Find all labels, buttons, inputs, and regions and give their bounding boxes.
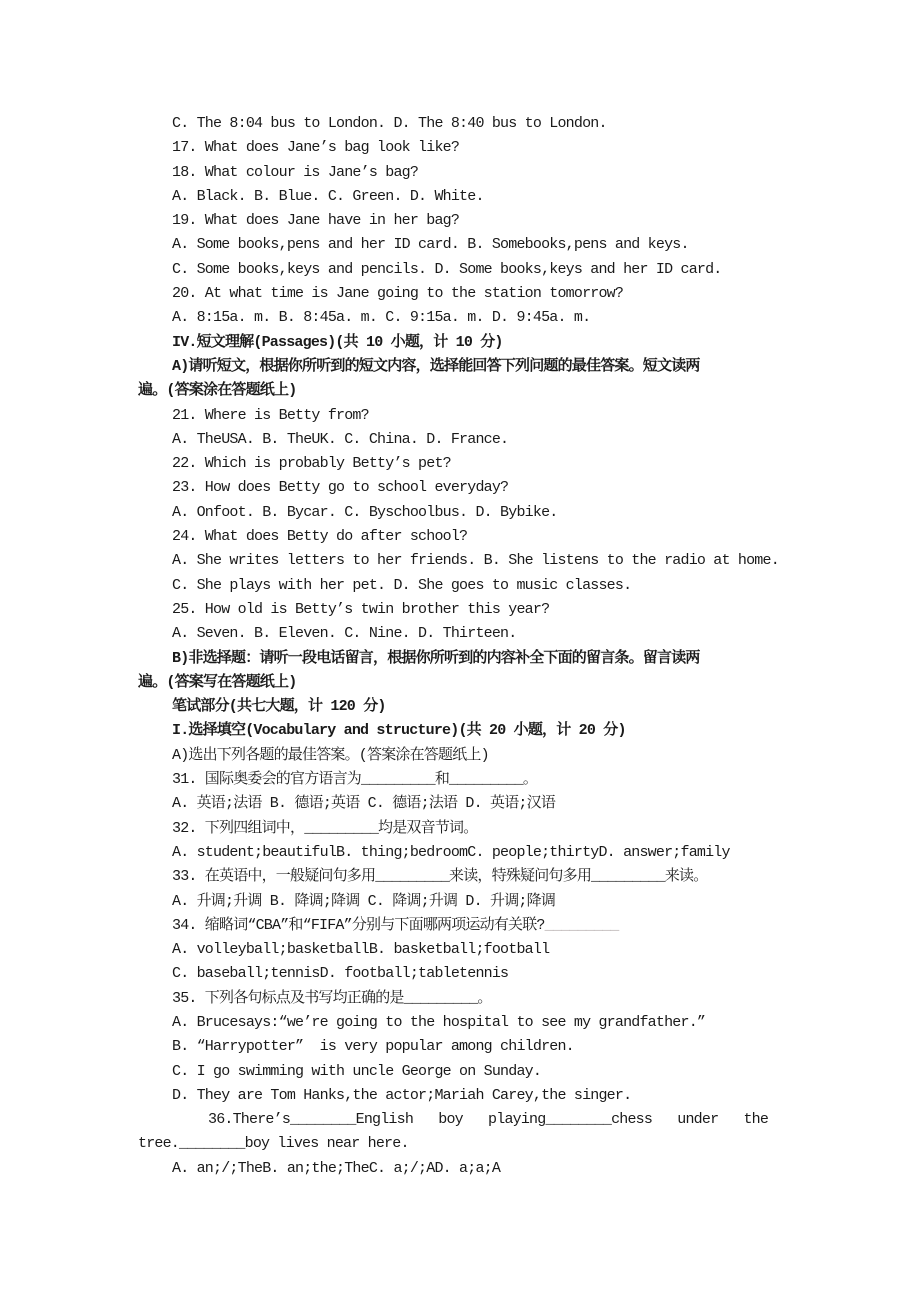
text-line (172, 452, 798, 476)
text-line-content: C. Some books,keys and pencils. D. Some books,keys and her ID card. (172, 260, 722, 278)
text-line (172, 112, 798, 136)
text-line-content: A)请听短文，根据你所听到的短文内容，选择能回答下列问题的最佳答案。短文读两 (172, 357, 700, 375)
text-line-content: A. Seven. B. Eleven. C. Nine. D. Thirteen. (172, 625, 517, 643)
text-line (172, 1011, 798, 1035)
text-line-content: A. Brucesays:“we’re going to the hospital to see my grandfather.” (172, 1013, 706, 1031)
text-line (172, 209, 798, 233)
text-line-content: D. They are Tom Hanks,the actor;Mariah Carey,the singer. (172, 1086, 632, 1104)
text-line-content: 23. How does Betty go to school everyday? (172, 479, 509, 497)
text-line (172, 136, 798, 160)
text-line (172, 768, 798, 792)
text-line (172, 914, 798, 938)
text-line-content: IV.短文理解(Passages)(共 10 小题，计 10 分) (172, 333, 503, 351)
text-line-content: C. baseball;tennisD. football;tabletennis (172, 965, 509, 983)
text-line (172, 525, 798, 549)
text-line (172, 865, 798, 889)
text-line-content: C. She plays with her pet. D. She goes to music classes. (172, 576, 632, 594)
text-line-content: A. volleyball;basketballB. basketball;football (172, 941, 550, 959)
text-line (172, 622, 798, 646)
text-line (172, 258, 798, 282)
text-line-content: 20. At what time is Jane going to the station tomorrow? (172, 285, 624, 303)
document-lines (138, 112, 798, 1181)
text-line-content: 笔试部分(共七大题，计 120 分) (172, 698, 386, 716)
text-line (172, 938, 798, 962)
text-line-content: 36.There’s________English boy playing________chess under the (208, 1111, 769, 1129)
text-line-content: A. Black. B. Blue. C. Green. D. White. (172, 187, 484, 205)
text-line (172, 185, 798, 209)
text-line-content: A. 升调;升调 B. 降调;降调 C. 降调;升调 D. 升调;降调 (172, 892, 556, 910)
text-line-content: 18. What colour is Jane’s bag? (172, 163, 419, 181)
text-line (172, 306, 798, 330)
text-line (172, 233, 798, 257)
text-line (172, 549, 798, 573)
text-line-content: 25. How old is Betty’s twin brother this year? (172, 600, 550, 618)
text-line (172, 695, 798, 719)
text-line-content: A. an;/;TheB. an;the;TheC. a;/;AD. a;a;A (172, 1159, 501, 1177)
text-line-content: B. “Harrypotter” is very popular among children. (172, 1038, 574, 1056)
text-line-content: 遍。(答案涂在答题纸上) (138, 382, 297, 400)
text-line (172, 792, 798, 816)
text-line (172, 574, 798, 598)
text-line-content: I.选择填空(Vocabulary and structure)(共 20 小题，计 20 分) (172, 722, 626, 740)
text-line (208, 1108, 798, 1132)
text-line (172, 744, 798, 768)
text-line (172, 331, 798, 355)
text-line-content: 34. 缩略词“CBA”和“FIFA”分别与下面哪两项运动有关联? (172, 916, 545, 934)
text-line (172, 161, 798, 185)
text-line-content: A. She writes letters to her friends. B. She listens to the radio at home. (172, 552, 779, 570)
text-line-content: 17. What does Jane’s bag look like? (172, 139, 460, 157)
text-line (172, 962, 798, 986)
text-line (172, 282, 798, 306)
gray-blank-underline: _________ (544, 916, 619, 934)
text-line-content: 35. 下列各句标点及书写均正确的是_________。 (172, 989, 492, 1007)
text-line (172, 404, 798, 428)
text-line-content: A. 英语;法语 B. 德语;英语 C. 德语;法语 D. 英语;汉语 (172, 795, 556, 813)
text-line (172, 841, 798, 865)
text-line (172, 1035, 798, 1059)
text-line-content: A. Some books,pens and her ID card. B. Somebooks,pens and keys. (172, 236, 689, 254)
text-line (172, 647, 798, 671)
text-line-content: 33. 在英语中，一般疑问句多用_________来读，特殊疑问句多用_________来读。 (172, 868, 708, 886)
text-line-content: 31. 国际奥委会的官方语言为_________和_________。 (172, 771, 538, 789)
text-line-content: 22. Which is probably Betty’s pet? (172, 455, 451, 473)
text-line (172, 1157, 798, 1181)
text-line (172, 476, 798, 500)
text-line-content: A)选出下列各题的最佳答案。(答案涂在答题纸上) (172, 746, 489, 764)
text-line-content: 19. What does Jane have in her bag? (172, 212, 460, 230)
text-line-content: B)非选择题：请听一段电话留言，根据你所听到的内容补全下面的留言条。留言读两 (172, 649, 700, 667)
text-line-content: C. The 8:04 bus to London. D. The 8:40 bus to London. (172, 115, 607, 132)
text-line (172, 428, 798, 452)
text-line (172, 355, 798, 379)
text-line-content: 遍。(答案写在答题纸上) (138, 673, 297, 691)
text-line-content: tree.________boy lives near here. (138, 1135, 409, 1153)
text-line (172, 817, 798, 841)
text-line-content: 32. 下列四组词中，_________均是双音节词。 (172, 819, 478, 837)
text-line-content: A. Onfoot. B. Bycar. C. Byschoolbus. D. Bybike. (172, 503, 558, 521)
text-line (172, 719, 798, 743)
text-line (172, 501, 798, 525)
text-line-content: C. I go swimming with uncle George on Sunday. (172, 1062, 542, 1080)
text-line-content: 24. What does Betty do after school? (172, 528, 468, 546)
text-line (172, 1060, 798, 1084)
text-line (172, 890, 798, 914)
text-line-content: A. TheUSA. B. TheUK. C. China. D. France. (172, 430, 509, 448)
text-line (172, 1084, 798, 1108)
text-line-content: 21. Where is Betty from? (172, 406, 369, 424)
text-line (138, 379, 798, 403)
text-line (138, 671, 798, 695)
text-line (172, 598, 798, 622)
text-line-content: A. student;beautifulB. thing;bedroomC. people;thirtyD. answer;family (172, 843, 730, 861)
text-line (138, 1132, 798, 1156)
text-line-content: A. 8:15a. m. B. 8:45a. m. C. 9:15a. m. D. 9:45a. m. (172, 309, 591, 327)
text-line (172, 987, 798, 1011)
